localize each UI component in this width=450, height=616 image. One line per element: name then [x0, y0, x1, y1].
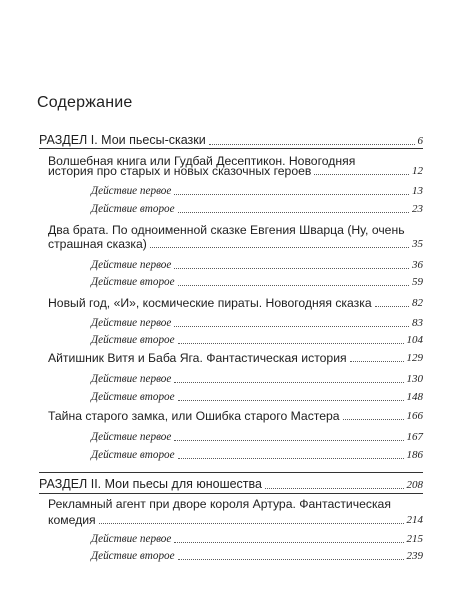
dot-leader [209, 144, 415, 145]
toc-entry-act[interactable] [91, 534, 423, 545]
section-divider [39, 472, 423, 473]
act-label: Действие первое [91, 373, 172, 385]
page-number: 6 [417, 134, 423, 147]
dot-leader [343, 419, 404, 420]
page-number: 186 [406, 449, 423, 462]
dot-leader [99, 523, 404, 524]
page-number: 130 [406, 373, 423, 386]
toc-entry-work-6[interactable] [48, 514, 423, 526]
act-label: Действие первое [91, 317, 172, 329]
dot-leader [375, 306, 409, 307]
section-divider [39, 493, 423, 494]
toc-entry-act[interactable] [91, 432, 423, 443]
page-number: 214 [406, 514, 423, 527]
dot-leader [265, 488, 404, 489]
dot-leader [178, 343, 404, 344]
page-number: 148 [406, 391, 423, 404]
page-number: 23 [412, 203, 423, 216]
toc-entry-act[interactable] [91, 318, 423, 329]
page-number: 166 [406, 410, 423, 423]
page-number: 129 [406, 352, 423, 365]
dot-leader [150, 247, 409, 248]
toc-entry-act[interactable] [91, 186, 423, 197]
dot-leader [174, 382, 403, 383]
act-label: Действие второе [91, 334, 175, 346]
act-label: Действие первое [91, 185, 172, 197]
page-number: 208 [406, 478, 423, 491]
toc-entry-work-5[interactable] [48, 410, 423, 422]
act-label: Действие первое [91, 259, 172, 271]
toc-section-2[interactable] [39, 478, 423, 491]
page-number: 59 [412, 276, 423, 289]
page-number: 35 [412, 238, 423, 251]
work-title-line: Волшебная книга или Гудбай Десептикон. Новогодняя [48, 154, 356, 168]
dot-leader [178, 285, 409, 286]
page-number: 36 [412, 259, 423, 272]
toc-entry-act[interactable] [91, 392, 423, 403]
toc-entry-act[interactable] [91, 260, 423, 271]
dot-leader [178, 212, 409, 213]
toc-entry-work-3[interactable] [48, 297, 423, 309]
dot-leader [174, 542, 403, 543]
dot-leader [174, 194, 409, 195]
toc-entry-act[interactable] [91, 204, 423, 215]
toc-entry-act[interactable] [91, 450, 423, 461]
work-title-line: комедия [48, 513, 96, 527]
work-title-line: история про старых и новых сказочных героев [48, 164, 312, 178]
page-number: 215 [406, 533, 423, 546]
page-number: 167 [406, 431, 423, 444]
page-number: 83 [412, 317, 423, 330]
act-label: Действие второе [91, 203, 175, 215]
page-number: 13 [412, 185, 423, 198]
dot-leader [174, 440, 403, 441]
work-title-line: страшная сказка) [48, 237, 147, 251]
toc-entry-work-2[interactable] [48, 238, 423, 250]
dot-leader [174, 326, 409, 327]
toc-title: Содержание [37, 94, 133, 111]
page-number: 82 [412, 297, 423, 310]
toc-entry-work-4[interactable] [48, 352, 423, 364]
page-number: 104 [406, 334, 423, 347]
act-label: Действие второе [91, 276, 175, 288]
toc-entry-act[interactable] [91, 551, 423, 562]
act-label: Действие второе [91, 449, 175, 461]
toc-entry-act[interactable] [91, 335, 423, 346]
toc-entry-act[interactable] [91, 277, 423, 288]
work-title-line: Рекламный агент при дворе короля Артура. Фантастическая [48, 497, 391, 511]
work-title-line: Тайна старого замка, или Ошибка старого Мастера [48, 409, 340, 423]
section-divider [39, 148, 423, 149]
toc-entry-work-1[interactable] [48, 165, 423, 177]
page-number: 239 [406, 550, 423, 563]
toc-entry-act[interactable] [91, 374, 423, 385]
dot-leader [174, 268, 409, 269]
act-label: Действие первое [91, 533, 172, 545]
act-label: Действие первое [91, 431, 172, 443]
dot-leader [350, 361, 404, 362]
act-label: Действие второе [91, 550, 175, 562]
section-label: РАЗДЕЛ II. Мои пьесы для юношества [39, 477, 262, 491]
dot-leader [178, 559, 404, 560]
work-title-line: Айтишник Витя и Баба Яга. Фантастическая история [48, 351, 347, 365]
dot-leader [314, 174, 409, 175]
toc-section-1[interactable] [39, 134, 423, 147]
work-title-line: Два брата. По одноименной сказке Евгения Шварца (Ну, очень [48, 223, 405, 237]
work-title-line: Новый год, «И», космические пираты. Новогодняя сказка [48, 296, 372, 310]
page-number: 12 [412, 165, 423, 178]
section-label: РАЗДЕЛ I. Мои пьесы-сказки [39, 133, 206, 147]
dot-leader [178, 458, 404, 459]
act-label: Действие второе [91, 391, 175, 403]
dot-leader [178, 400, 404, 401]
